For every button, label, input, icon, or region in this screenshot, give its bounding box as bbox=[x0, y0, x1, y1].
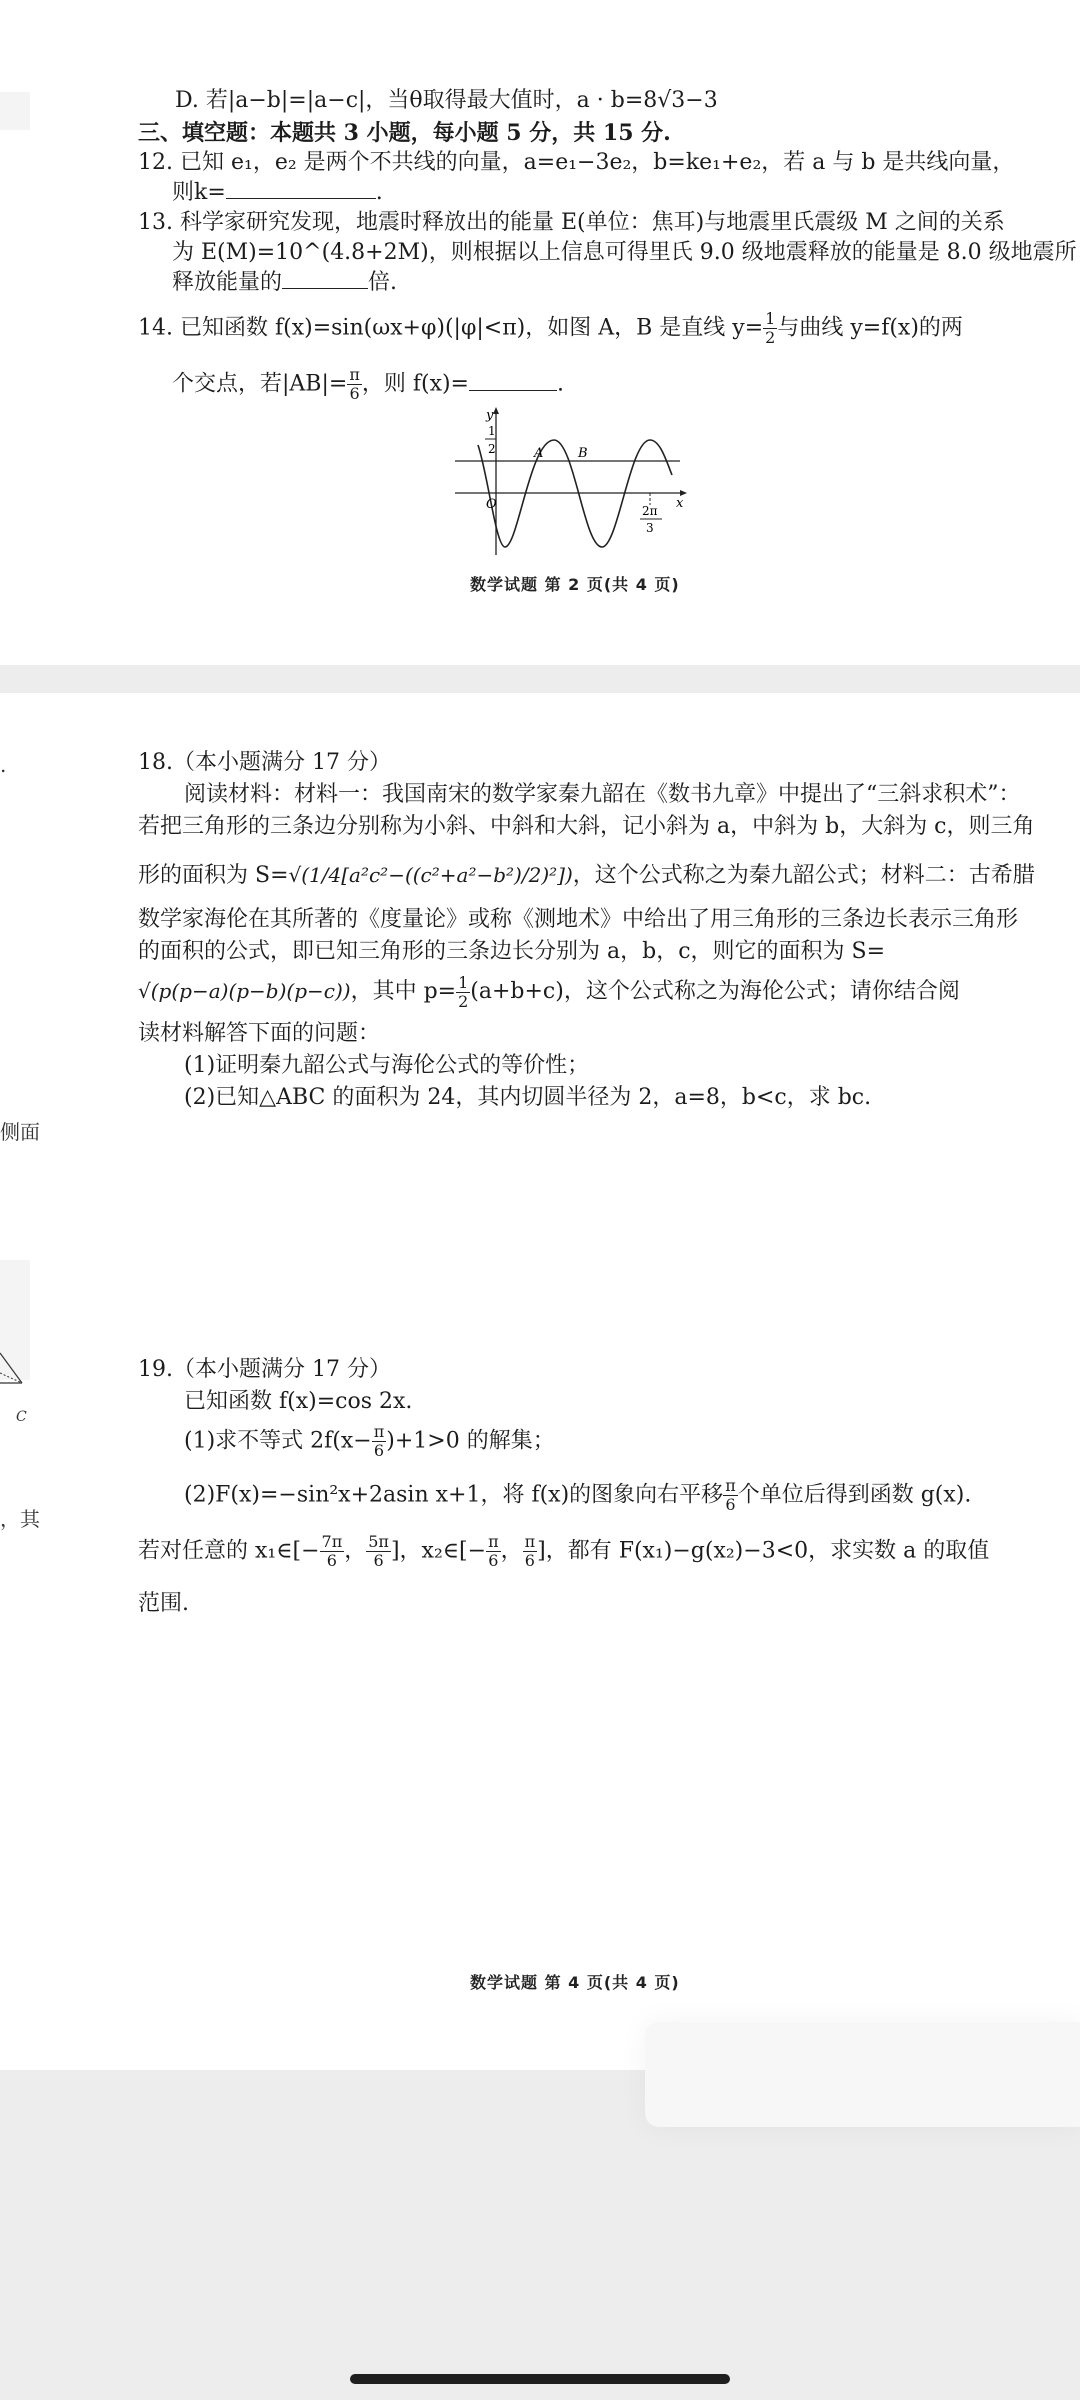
qin-jiushao-formula: √(1/4[a²c²−((c²+a²−b²)/2)²]) bbox=[288, 863, 573, 887]
point-a-label: A bbox=[534, 446, 544, 461]
q14-line-2 bbox=[172, 366, 564, 403]
option-d: D. 若|a−b|=|a−c|，当θ取得最大值时，a · b=8√3−3 bbox=[175, 88, 718, 113]
q18-subquestion-1: (1)证明秦九韶公式与海伦公式的等价性； bbox=[184, 1053, 590, 1078]
q19-text-1a: (1)求不等式 2f(x− bbox=[184, 1428, 372, 1454]
q14-frac-pi6: $\frac{\pi}{6}$ bbox=[349, 365, 360, 403]
graph-origin-label: O bbox=[486, 497, 497, 512]
q19-text-3a: 若对任意的 x₁∈[− bbox=[138, 1538, 320, 1564]
y-axis-arrow bbox=[493, 407, 499, 414]
q18-para-1: 阅读材料：材料一：我国南宋的数学家秦九韶在《数书九章》中提出了“三斜求积术”： bbox=[184, 782, 1021, 807]
q19-text-3c: ]，x₂∈[− bbox=[390, 1538, 487, 1564]
left-edge-strip bbox=[0, 92, 30, 130]
q13-prompt: 释放能量的 bbox=[172, 270, 283, 295]
q14-frac-half: $\frac{1}{2}$ bbox=[765, 309, 776, 347]
q19-text-3e: ]，都有 F(x₁)−g(x₂)−3<0，求实数 a 的取值 bbox=[537, 1538, 990, 1564]
page-4-footer: 数学试题 第 4 页(共 4 页) bbox=[470, 1973, 680, 1992]
q14-text-d: ，则 f(x)= bbox=[361, 371, 469, 397]
q13-line-3 bbox=[172, 268, 397, 298]
q19-given: 已知函数 f(x)=cos 2x. bbox=[184, 1389, 413, 1414]
q19-para-4: 范围. bbox=[138, 1591, 189, 1616]
q13-end: 倍. bbox=[368, 270, 398, 295]
q19-frac-pi6-b: $\frac{\pi}{6}$ bbox=[725, 1476, 736, 1514]
q12-period: . bbox=[375, 180, 383, 205]
q18-para-3 bbox=[138, 853, 1035, 898]
q18-text-6b: ，其中 p= bbox=[350, 979, 457, 1004]
q14-text-b: 与曲线 y=f(x)的两 bbox=[777, 315, 963, 341]
q19-text-1b: )+1>0 的解集； bbox=[386, 1428, 555, 1454]
edge-fragment-qi: ，其 bbox=[0, 1507, 40, 1531]
q19-text-3d: ， bbox=[500, 1538, 523, 1564]
edge-fragment-mian: 侧面 bbox=[0, 1120, 40, 1144]
q14-end: . bbox=[557, 371, 564, 397]
q19-text-2b: 个单位后得到函数 g(x). bbox=[737, 1482, 972, 1508]
overlay-panel[interactable] bbox=[645, 2022, 1080, 2127]
q12-line-2 bbox=[172, 178, 383, 208]
exam-page-2 bbox=[0, 0, 1080, 665]
q13-answer-blank bbox=[282, 268, 368, 289]
graph-x-label: x bbox=[676, 496, 684, 511]
q12-answer-blank bbox=[226, 178, 376, 199]
q19-frac-5pi6: $\frac{5\pi}{6}$ bbox=[368, 1532, 389, 1570]
page-separator bbox=[0, 665, 1080, 693]
q19-frac-7pi6: $\frac{7\pi}{6}$ bbox=[321, 1532, 343, 1570]
q18-para-7: 读材料解答下面的问题： bbox=[138, 1021, 381, 1046]
edge-fragment-dot: . bbox=[0, 753, 7, 777]
q19-para-3 bbox=[138, 1533, 989, 1570]
q18-para-5: 的面积的公式，即已知三角形的三条边长分别为 a，b，c，则它的面积为 S= bbox=[138, 939, 886, 964]
q18-subquestion-2: (2)已知△ABC 的面积为 24，其内切圆半径为 2，a=8，b<c，求 bc. bbox=[184, 1085, 872, 1110]
q18-title: 18.（本小题满分 17 分） bbox=[138, 750, 391, 775]
heron-formula: √(p(p−a)(p−b)(p−c)) bbox=[138, 979, 351, 1003]
graph-y-label: y bbox=[486, 408, 494, 423]
graph-half-den: 2 bbox=[488, 442, 496, 456]
graph-tick-num: 2π bbox=[642, 504, 658, 518]
q19-subquestion-2 bbox=[184, 1477, 971, 1514]
q18-text-6c: (a+b+c)，这个公式称之为海伦公式；请你结合阅 bbox=[470, 979, 960, 1004]
q19-text-2a: (2)F(x)=−sin²x+2asin x+1，将 f(x)的图象向右平移 bbox=[184, 1482, 724, 1508]
point-b-label: B bbox=[578, 446, 588, 461]
q14-line-1 bbox=[138, 310, 963, 347]
page-2-footer: 数学试题 第 2 页(共 4 页) bbox=[470, 575, 680, 594]
q18-text-3b: ，这个公式称之为秦九韶公式；材料二：古希腊 bbox=[572, 863, 1035, 888]
edge-triangle-fragment bbox=[0, 1343, 34, 1403]
q13-line-2: 为 E(M)=10^(4.8+2M)，则根据以上信息可得里氏 9.0 级地震释放的能量是 8.0 级地震所 bbox=[172, 240, 1077, 265]
q18-para-4: 数学家海伦在其所著的《度量论》或称《测地术》中给出了用三角形的三条边长表示三角形 bbox=[138, 907, 1019, 932]
edge-fragment-c: C bbox=[16, 1409, 27, 1425]
graph-tick-den: 3 bbox=[646, 521, 654, 535]
q13-line-1: 13. 科学家研究发现，地震时释放出的能量 E(单位：焦耳)与地震里氏震级 M 之间的关系 bbox=[138, 210, 1005, 235]
section-3-heading: 三、填空题：本题共 3 小题，每小题 5 分，共 15 分. bbox=[138, 120, 671, 146]
q19-subquestion-1 bbox=[184, 1423, 555, 1460]
q18-para-2: 若把三角形的三条边分别称为小斜、中斜和大斜，记小斜为 a，中斜为 b，大斜为 c，则三角 bbox=[138, 814, 1035, 839]
q19-text-3b: ， bbox=[344, 1538, 367, 1564]
q14-sine-graph bbox=[450, 405, 690, 565]
home-indicator[interactable] bbox=[350, 2374, 730, 2384]
q14-text-c: 个交点，若|AB|= bbox=[172, 371, 348, 397]
q18-text-3a: 形的面积为 S= bbox=[138, 863, 289, 888]
exam-page-4 bbox=[0, 693, 1080, 2070]
q14-answer-blank bbox=[469, 370, 557, 391]
q19-title: 19.（本小题满分 17 分） bbox=[138, 1357, 391, 1382]
q19-frac-pi6-c: $\frac{\pi}{6}$ bbox=[488, 1532, 499, 1570]
q12-prompt: 则k= bbox=[172, 180, 226, 205]
q18-para-6 bbox=[138, 973, 960, 1011]
q19-frac-pi6-a: $\frac{\pi}{6}$ bbox=[373, 1422, 385, 1460]
q19-frac-pi6-d: $\frac{\pi}{6}$ bbox=[524, 1532, 536, 1570]
q12-line-1: 12. 已知 e₁，e₂ 是两个不共线的向量，a=e₁−3e₂，b=ke₁+e₂，若 a 与 b 是共线向量， bbox=[138, 150, 1015, 175]
q18-frac-half: $\frac{1}{2}$ bbox=[458, 972, 469, 1011]
q14-text-a: 14. 已知函数 f(x)=sin(ωx+φ)(|φ|<π)，如图 A，B 是直线 y= bbox=[138, 315, 764, 341]
graph-half-num: 1 bbox=[488, 424, 496, 438]
